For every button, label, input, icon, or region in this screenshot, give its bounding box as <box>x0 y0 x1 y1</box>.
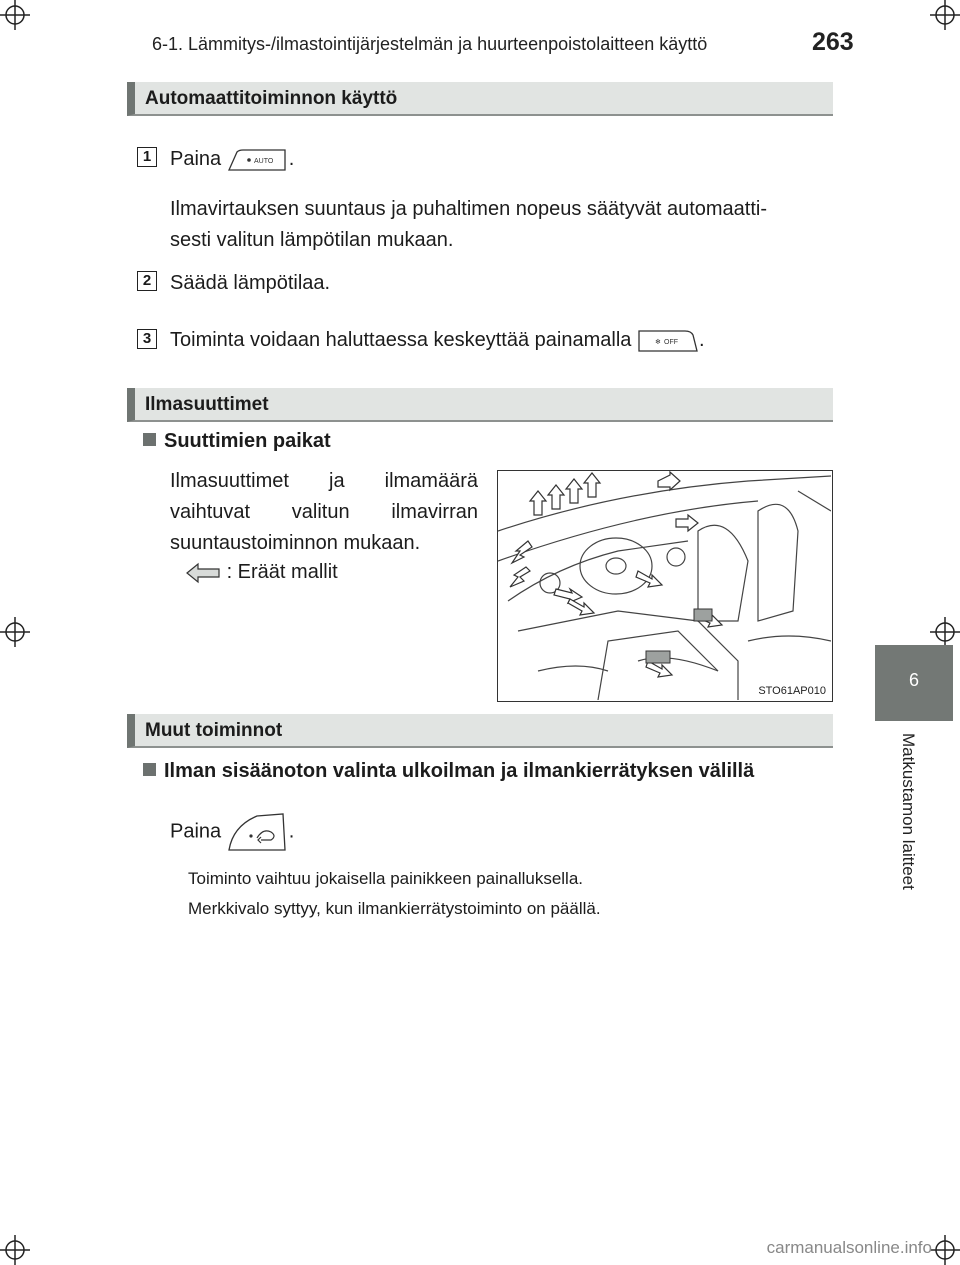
subheading-air-intake: Ilman sisäänoton valinta ulkoilman ja ilmankierrätyksen välillä <box>143 760 754 783</box>
registration-mark-icon <box>0 1235 30 1265</box>
off-button-icon <box>637 329 699 353</box>
registration-mark-icon <box>930 617 960 647</box>
page-number: 263 <box>812 28 854 56</box>
bullet-square-icon <box>143 433 156 446</box>
svg-text:❄: ❄ <box>654 338 661 346</box>
section-header-other <box>127 714 833 748</box>
step-1-text: Paina AUTO . <box>170 148 295 170</box>
note-indicator: Merkkivalo syttyy, kun ilmankierrätystoiminto on päällä. <box>188 899 601 918</box>
step-number-3: 3 <box>137 329 157 349</box>
auto-button-label: AUTO <box>253 157 274 165</box>
section-title: Muut toiminnot <box>145 720 283 741</box>
section-title: Automaattitoiminnon käyttö <box>145 88 398 109</box>
step-3-text: Toiminta voidaan haluttaessa keskeyttää painamalla ❄ OFF . <box>170 329 705 351</box>
registration-mark-icon <box>0 0 30 30</box>
section-header-auto <box>127 82 833 116</box>
vents-body-text-last: suuntaustoiminnon mukaan. <box>170 532 421 554</box>
chapter-tab-label: Matkustamon laitteet <box>899 733 918 890</box>
registration-mark-icon <box>930 0 960 30</box>
car-interior-drawing <box>498 471 831 700</box>
auto-button-icon <box>227 148 289 172</box>
step-number-1: 1 <box>137 147 157 167</box>
bullet-square-icon <box>143 763 156 776</box>
note-toggle: Toiminto vaihtuu jokaisella painikkeen painalluksella. <box>188 869 584 888</box>
section-title: Ilmasuuttimet <box>145 394 269 415</box>
watermark: carmanualsonline.info <box>766 1238 932 1257</box>
registration-mark-icon <box>0 617 30 647</box>
chapter-tab-number: 6 <box>908 670 919 690</box>
vents-body-text: Ilmasuuttimet ja ilmamäärä vaihtuvat valitun ilmavirran <box>170 470 478 523</box>
chapter-title: 6-1. Lämmitys-/ilmastointijärjestelmän ja huurteenpoistolaitteen käyttö <box>152 34 708 54</box>
legend-row: : Eräät mallit <box>185 557 338 588</box>
step-2-text: Säädä lämpötilaa. <box>170 272 331 294</box>
vent-locations-illustration <box>497 470 833 702</box>
registration-mark-icon <box>930 1235 960 1265</box>
arrow-legend-icon <box>185 561 221 585</box>
off-button-label: OFF <box>663 338 678 346</box>
air-intake-instruction: Paina . <box>170 812 294 852</box>
subheading-vent-locations: Suuttimien paikat <box>143 430 331 453</box>
step-1-detail: Ilmavirtauksen suuntaus ja puhaltimen nopeus säätyvät automaatti- sesti valitun lämpötilan mukaan. <box>170 198 768 251</box>
step-number-2: 2 <box>137 271 157 291</box>
illustration-code: STO61AP010 <box>758 685 826 697</box>
section-header-vents <box>127 388 833 422</box>
chapter-tab <box>875 645 953 721</box>
recirculation-button-icon <box>227 812 289 852</box>
